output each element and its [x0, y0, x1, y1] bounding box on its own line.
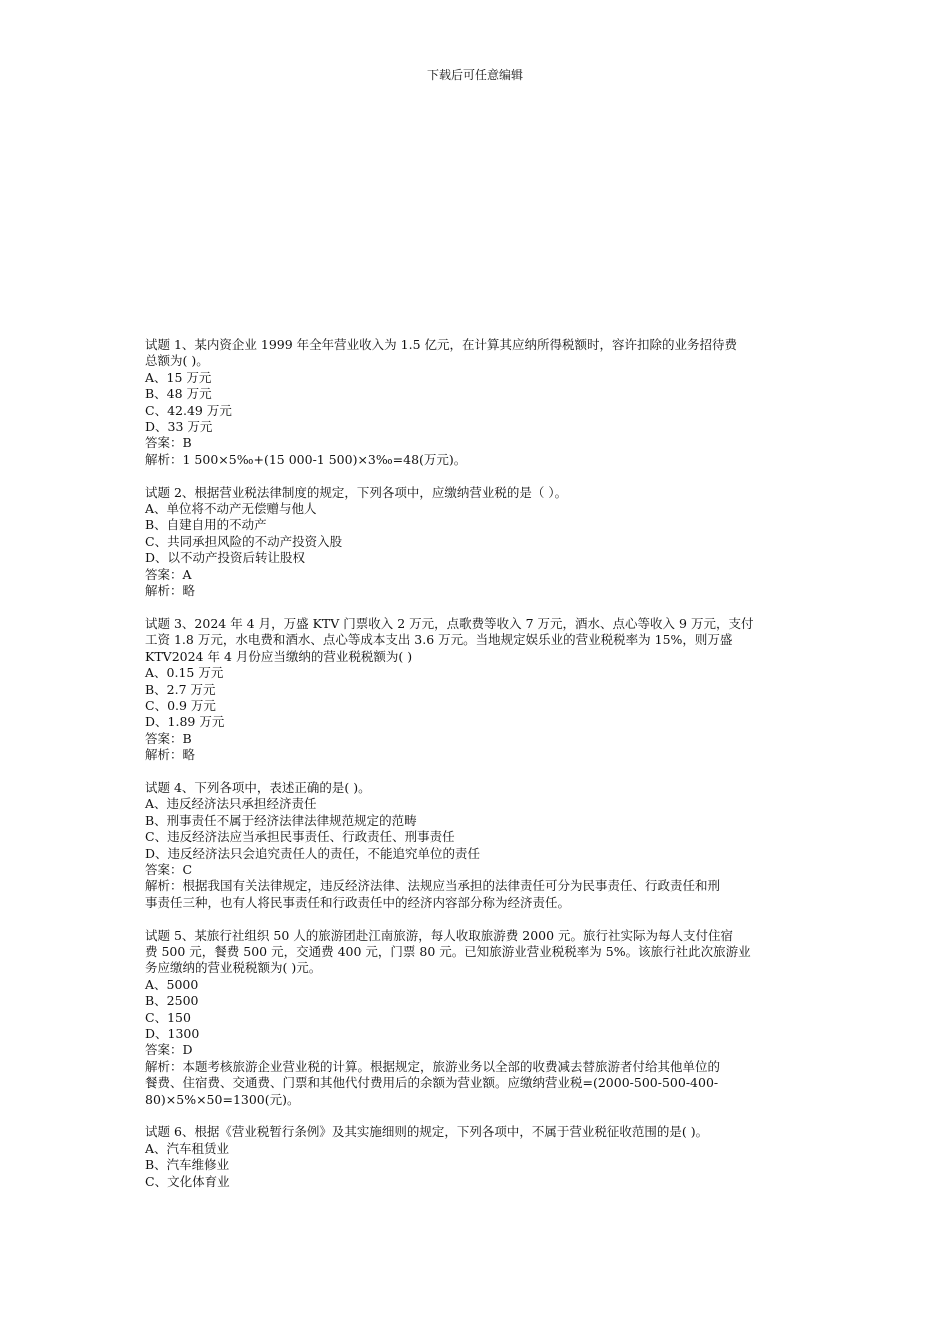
question-2-option-c: C、共同承担风险的不动产投资入股 — [145, 533, 343, 549]
question-3-line-2: 工资 1.8 万元，水电费和酒水、点心等成本支出 3.6 万元。当地规定娱乐业的营业税税率为 15%，则万盛 — [145, 632, 733, 648]
question-6-option-a: A、汽车租赁业 — [145, 1140, 230, 1156]
question-1-option-c: C、42.49 万元 — [145, 402, 232, 418]
question-6-option-c: C、文化体育业 — [145, 1173, 230, 1189]
question-5-option-c: C、150 — [145, 1009, 191, 1025]
question-3-option-d: D、1.89 万元 — [145, 714, 225, 730]
question-2-option-d: D、以不动产投资后转让股权 — [145, 550, 306, 566]
question-5-option-a: A、5000 — [145, 976, 199, 992]
question-6 — [145, 1124, 810, 1190]
question-2-answer: 答案：A — [145, 566, 192, 582]
question-1-option-d: D、33 万元 — [145, 419, 213, 435]
question-3-line-3: KTV2024 年 4 月份应当缴纳的营业税税额为( ) — [145, 648, 413, 664]
question-4-answer: 答案：C — [145, 861, 193, 877]
question-4-option-c: C、违反经济法应当承担民事责任、行政责任、刑事责任 — [145, 829, 455, 845]
question-5-analysis-line-3: 80)×5%×50=1300(元)。 — [145, 1091, 300, 1107]
question-3-option-a: A、0.15 万元 — [145, 665, 224, 681]
question-2-line-1: 试题 2、根据营业税法律制度的规定，下列各项中，应缴纳营业税的是（ ）。 — [145, 484, 568, 500]
document-body — [145, 337, 810, 1206]
question-3-analysis: 解析：略 — [145, 747, 196, 763]
question-2-option-b: B、自建自用的不动产 — [145, 517, 267, 533]
question-4-option-d: D、违反经济法只会追究责任人的责任，不能追究单位的责任 — [145, 845, 481, 861]
question-1-line-2: 总额为( )。 — [145, 353, 209, 369]
question-5 — [145, 928, 810, 1108]
question-2 — [145, 485, 810, 600]
question-5-analysis-line-2: 餐费、住宿费、交通费、门票和其他代付费用后的余额为营业额。应缴纳营业税=(2000-500-500-400- — [145, 1075, 719, 1091]
question-3-option-c: C、0.9 万元 — [145, 697, 216, 713]
question-3 — [145, 616, 810, 764]
question-4-line-1: 试题 4、下列各项中，表述正确的是( )。 — [145, 779, 371, 795]
question-3-answer: 答案：B — [145, 730, 192, 746]
question-5-option-d: D、1300 — [145, 1026, 200, 1041]
question-4 — [145, 780, 810, 911]
question-5-answer: 答案：D — [145, 1042, 193, 1058]
question-5-line-1: 试题 5、某旅行社组织 50 人的旅游团赴江南旅游，每人收取旅游费 2000 元。旅行社实际为每人支付住宿 — [145, 927, 734, 943]
question-5-line-2: 费 500 元，餐费 500 元，交通费 400 元，门票 80 元。已知旅游业营业税税率为 5%。该旅行社此次旅游业 — [145, 943, 751, 959]
header-note: 下载后可任意编辑 — [426, 68, 523, 82]
question-6-line-1: 试题 6、根据《营业税暂行条例》及其实施细则的规定，下列各项中，不属于营业税征收范围的是( )。 — [145, 1124, 709, 1140]
question-3-option-b: B、2.7 万元 — [145, 681, 216, 697]
question-3-line-1: 试题 3、2024 年 4 月，万盛 KTV 门票收入 2 万元，点歌费等收入 7 万元，酒水、点心等收入 9 万元，支付 — [145, 615, 754, 631]
question-1-line-1: 试题 1、某内资企业 1999 年全年营业收入为 1.5 亿元，在计算其应纳所得税额时，容许扣除的业务招待费 — [145, 337, 738, 352]
question-1-analysis: 解析：1 500×5‰+(15 000-1 500)×3‰=48(万元)。 — [145, 451, 467, 467]
question-1-option-a: A、15 万元 — [145, 369, 212, 385]
question-1-answer: 答案：B — [145, 435, 192, 451]
question-5-option-b: B、2500 — [145, 993, 199, 1009]
question-4-option-a: A、违反经济法只承担经济责任 — [145, 796, 317, 812]
question-4-analysis-line-1: 解析：根据我国有关法律规定，违反经济法律、法规应当承担的法律责任可分为民事责任、行政责任和刑 — [145, 878, 721, 894]
question-1 — [145, 337, 810, 468]
question-2-analysis: 解析：略 — [145, 583, 196, 599]
question-2-option-a: A、单位将不动产无偿赠与他人 — [145, 501, 317, 517]
question-5-line-3: 务应缴纳的营业税税额为( )元。 — [145, 960, 322, 976]
question-5-analysis-line-1: 解析：本题考核旅游企业营业税的计算。根据规定，旅游业务以全部的收费减去替旅游者付给其他单位的 — [145, 1058, 721, 1074]
question-4-analysis-line-2: 事责任三种，也有人将民事责任和行政责任中的经济内容部分称为经济责任。 — [145, 894, 571, 910]
question-6-option-b: B、汽车维修业 — [145, 1157, 230, 1173]
question-4-option-b: B、刑事责任不属于经济法律法律规范规定的范畴 — [145, 812, 417, 828]
question-1-option-b: B、48 万元 — [145, 386, 212, 402]
